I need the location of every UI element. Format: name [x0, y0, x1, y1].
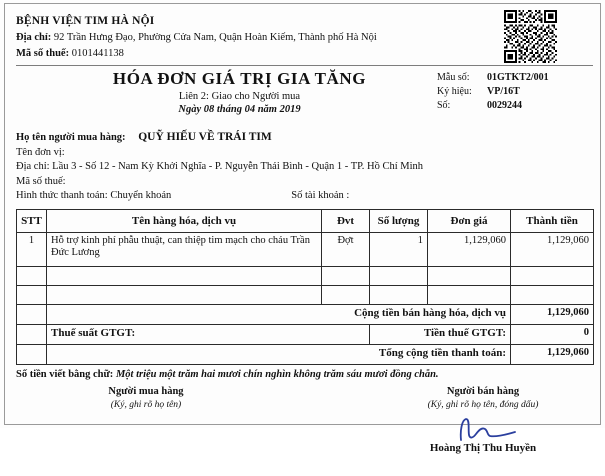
grand-total-row: [17, 344, 594, 364]
col-header-description: Tên hàng hóa, dịch vụ: [47, 209, 322, 232]
col-header-unit-price: Đơn giá: [428, 209, 511, 232]
grand-total-label: Tổng cộng tiền thanh toán:: [47, 344, 511, 364]
cell-empty: [17, 304, 47, 324]
qr-code-svg: [504, 10, 557, 63]
amount-in-words-value: Một triệu một trăm hai mươi chín nghìn không trăm sáu mươi đồng chẵn.: [115, 368, 439, 380]
cell-empty: [17, 266, 47, 285]
account-number-label: Số tài khoản :: [291, 190, 350, 201]
signature-section: [16, 386, 593, 476]
cell-empty: [17, 285, 47, 304]
subtotal-row: [17, 304, 594, 324]
seller-header: [16, 10, 593, 59]
cell-stt: 1: [17, 232, 47, 266]
seller-address-label: Địa chỉ:: [16, 32, 52, 43]
col-header-amount: Thành tiền: [511, 209, 594, 232]
seller-signature-block: [383, 386, 583, 454]
buyer-signature-block: [46, 386, 246, 410]
cell-empty: [322, 266, 370, 285]
seller-tax-label: Mã số thuế:: [16, 48, 70, 59]
cell-unit-price: 1,129,060: [428, 232, 511, 266]
cell-empty: [17, 344, 47, 364]
meta-serial-row: [437, 85, 589, 99]
cell-empty: [17, 324, 47, 344]
meta-number-value: 0029244: [487, 100, 522, 111]
buyer-signature-note: (Ký, ghi rõ họ tên): [110, 399, 182, 410]
buyer-name-label: Họ tên người mua hàng:: [16, 132, 126, 143]
cell-empty: [428, 285, 511, 304]
meta-form-label: Mẫu số:: [437, 72, 470, 83]
cell-description: Hỗ trợ kinh phí phẫu thuật, can thiệp tim mạch cho cháu Trần Đức Lương: [47, 232, 322, 266]
table-row-empty: [17, 285, 594, 304]
handwritten-signature-icon: [383, 416, 583, 442]
cell-quantity: 1: [370, 232, 428, 266]
cell-empty: [511, 266, 594, 285]
cell-unit: Đợt: [322, 232, 370, 266]
document-date: Ngày 08 tháng 04 năm 2019: [178, 104, 301, 115]
table-row: [17, 232, 594, 266]
document-title: HÓA ĐƠN GIÁ TRỊ GIA TĂNG: [112, 69, 367, 88]
buyer-name-row: [16, 130, 593, 146]
buyer-address-value: Lầu 3 - Số 12 - Nam Kỳ Khởi Nghĩa - P. Nguyễn Thái Bình - Quận 1 - TP. Hồ Chí Minh: [52, 161, 424, 172]
buyer-tax-label: Mã số thuế:: [16, 175, 66, 187]
invoice-meta: [437, 71, 589, 113]
tax-rate-label: Thuế suất GTGT:: [47, 324, 370, 344]
meta-number-row: [437, 99, 589, 113]
seller-name: BỆNH VIỆN TIM HÀ NỘI: [16, 15, 155, 27]
buyer-company-row: [16, 146, 593, 161]
buyer-payment-row: [16, 189, 593, 204]
line-items-table: [16, 209, 594, 365]
tax-amount-label: Tiền thuế GTGT:: [370, 324, 511, 344]
account-number-group: [291, 189, 349, 204]
signature-svg: [383, 416, 583, 442]
subtotal-label: Cộng tiền bán hàng hóa, dịch vụ: [47, 304, 511, 324]
cell-empty: [47, 266, 322, 285]
cell-empty: [511, 285, 594, 304]
seller-signer-name: Hoàng Thị Thu Huyền: [429, 441, 537, 454]
cell-empty: [47, 285, 322, 304]
buyer-tax-row: [16, 175, 593, 190]
meta-serial-label: Ký hiệu:: [437, 86, 472, 97]
amount-in-words-label: Số tiền viết bằng chữ:: [16, 368, 114, 380]
cell-empty: [370, 285, 428, 304]
seller-tax-value: 0101441138: [71, 48, 124, 59]
buyer-address-label: Địa chỉ:: [16, 161, 50, 172]
col-header-stt: STT: [17, 209, 47, 232]
table-row-empty: [17, 266, 594, 285]
subtotal-value: 1,129,060: [511, 304, 594, 324]
header-divider: [16, 65, 593, 66]
seller-signature-title: Người bán hàng: [446, 385, 520, 397]
document-copy-line: Liên 2: Giao cho Người mua: [178, 91, 301, 102]
col-header-quantity: Số lượng: [370, 209, 428, 232]
payment-method-value: Chuyển khoản: [110, 190, 172, 201]
buyer-company-label: Tên đơn vị:: [16, 146, 65, 158]
payment-method-group: [16, 189, 171, 204]
cell-empty: [322, 285, 370, 304]
buyer-name-value: QUỸ HIẾU VỀ TRÁI TIM: [138, 131, 272, 143]
cell-empty: [428, 266, 511, 285]
buyer-section: [16, 130, 593, 204]
seller-address-value: 92 Trần Hưng Đạo, Phường Cửa Nam, Quận Hoàn Kiếm, Thành phố Hà Nội: [53, 32, 377, 43]
seller-signature-note: (Ký, ghi rõ họ tên, đóng dấu): [427, 399, 539, 410]
title-section: [16, 69, 593, 127]
tax-amount-value: 0: [511, 324, 594, 344]
buyer-address-row: [16, 160, 593, 175]
meta-form-row: [437, 71, 589, 85]
buyer-signature-title: Người mua hàng: [108, 385, 184, 397]
col-header-unit: Đvt: [322, 209, 370, 232]
amount-in-words: [16, 369, 593, 380]
table-header-row: [17, 209, 594, 232]
tax-row: [17, 324, 594, 344]
qr-code-icon: [504, 10, 557, 63]
meta-serial-value: VP/16T: [487, 86, 520, 97]
cell-amount: 1,129,060: [511, 232, 594, 266]
cell-empty: [370, 266, 428, 285]
meta-number-label: Số:: [437, 100, 451, 111]
table-head: [17, 209, 594, 232]
grand-total-value: 1,129,060: [511, 344, 594, 364]
payment-method-label: Hình thức thanh toán:: [16, 190, 108, 201]
meta-form-value: 01GTKT2/001: [487, 72, 549, 83]
table-body: [17, 232, 594, 364]
